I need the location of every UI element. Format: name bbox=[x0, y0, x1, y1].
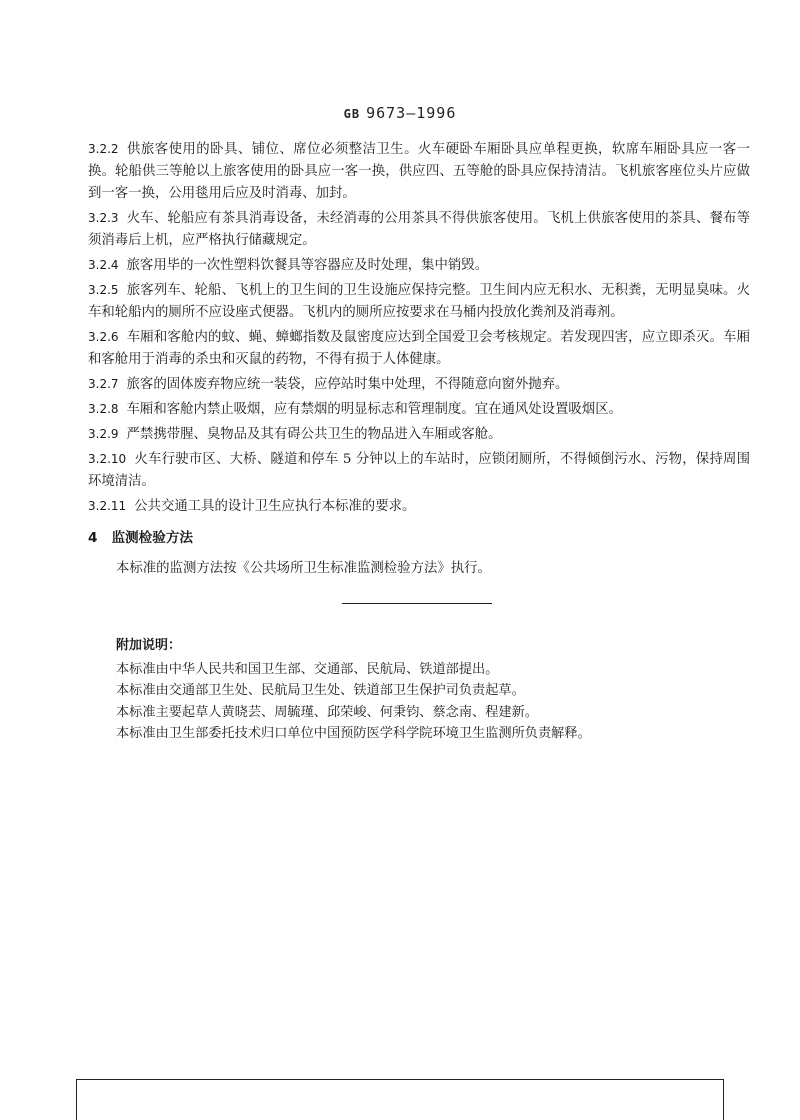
clause-number: 3.2.8 bbox=[88, 402, 119, 416]
notes-line: 本标准由交通部卫生处、民航局卫生处、铁道部卫生保护司负责起草。 bbox=[116, 683, 525, 698]
clause-text: 火车、轮船应有茶具消毒设备，未经消毒的公用茶具不得供旅客使用。飞机上供旅客使用的茶具、餐布等须消毒后上机，应严格执行储藏规定。 bbox=[88, 211, 750, 248]
clause-number: 3.2.6 bbox=[88, 330, 119, 344]
clause bbox=[88, 279, 750, 324]
section-heading bbox=[88, 526, 750, 550]
notes-line: 本标准由卫生部委托技术归口单位中国预防医学科学院环境卫生监测所负责解释。 bbox=[116, 726, 591, 741]
clause bbox=[88, 138, 750, 205]
standard-number: 9673—1996 bbox=[366, 104, 457, 122]
clause bbox=[88, 326, 750, 371]
clause-number: 3.2.11 bbox=[88, 499, 127, 513]
clause bbox=[88, 207, 750, 252]
page-header bbox=[0, 104, 800, 122]
clause-number: 3.2.2 bbox=[88, 142, 119, 156]
clause bbox=[88, 495, 750, 518]
clause-text: 严禁携带腥、臭物品及其有碍公共卫生的物品进入车厢或客舱。 bbox=[126, 427, 502, 442]
divider-rule bbox=[342, 603, 492, 604]
clause-number: 3.2.3 bbox=[88, 211, 119, 225]
clause-text: 车厢和客舱内禁止吸烟，应有禁烟的明显标志和管理制度。宜在通风处设置吸烟区。 bbox=[126, 402, 622, 417]
clause-text: 车厢和客舱内的蚊、蝇、蟑螂指数及鼠密度应达到全国爱卫会考核规定。若发现四害，应立即杀灭。车厢和客舱用于消毒的杀虫和灭鼠的药物，不得有损于人体健康。 bbox=[88, 330, 750, 367]
section-title: 监测检验方法 bbox=[111, 530, 194, 546]
notes-title: 附加说明： bbox=[116, 638, 182, 653]
body-text bbox=[88, 138, 750, 582]
section-text: 本标准的监测方法按《公共场所卫生标准监测检验方法》执行。 bbox=[116, 561, 491, 576]
clause-text: 公共交通工具的设计卫生应执行本标准的要求。 bbox=[134, 499, 416, 514]
clause bbox=[88, 254, 750, 277]
clause-number: 3.2.5 bbox=[88, 283, 119, 297]
clause-number: 3.2.7 bbox=[88, 377, 119, 391]
section-number: 4 bbox=[88, 530, 98, 546]
clause-text: 旅客的固体废弃物应统一装袋，应停站时集中处理，不得随意向窗外抛弃。 bbox=[126, 377, 569, 392]
clause-text: 旅客用毕的一次性塑料饮餐具等容器应及时处理，集中销毁。 bbox=[126, 258, 489, 273]
standard-prefix: GB bbox=[343, 107, 361, 121]
clause-number: 3.2.4 bbox=[88, 258, 119, 272]
notes-line: 本标准主要起草人黄晓芸、周毓瑾、邱荣峻、何秉钧、蔡念南、程建新。 bbox=[116, 704, 538, 720]
clause-text: 供旅客使用的卧具、铺位、席位必须整洁卫生。火车硬卧车厢卧具应单程更换，软席车厢卧具应一客一换。轮船供三等舱以上旅客使用的卧具应一客一换，供应四、五等舱的卧具应保持清洁。飞机旅客座位头片应做到一客一换，公用毯用后应及时消毒、加封。 bbox=[88, 142, 750, 201]
clause-text: 火车行驶市区、大桥、隧道和停车 5 分钟以上的车站时，应锁闭厕所，不得倾倒污水、污物，保持周围环境清洁。 bbox=[88, 452, 750, 489]
clause bbox=[88, 448, 750, 493]
additional-notes bbox=[116, 635, 736, 745]
clause bbox=[88, 373, 750, 396]
clause-number: 3.2.10 bbox=[88, 452, 127, 466]
notes-line: 本标准由中华人民共和国卫生部、交通部、民航局、铁道部提出。 bbox=[116, 661, 499, 677]
clause bbox=[88, 423, 750, 446]
bottom-frame bbox=[76, 1079, 724, 1120]
clause bbox=[88, 398, 750, 421]
clause-text: 旅客列车、轮船、飞机上的卫生间的卫生设施应保持完整。卫生间内应无积水、无积粪，无明显臭味。火车和轮船内的厕所不应设座式便器。飞机内的厕所应按要求在马桶内投放化粪剂及消毒剂。 bbox=[88, 283, 750, 320]
clause-number: 3.2.9 bbox=[88, 427, 119, 441]
